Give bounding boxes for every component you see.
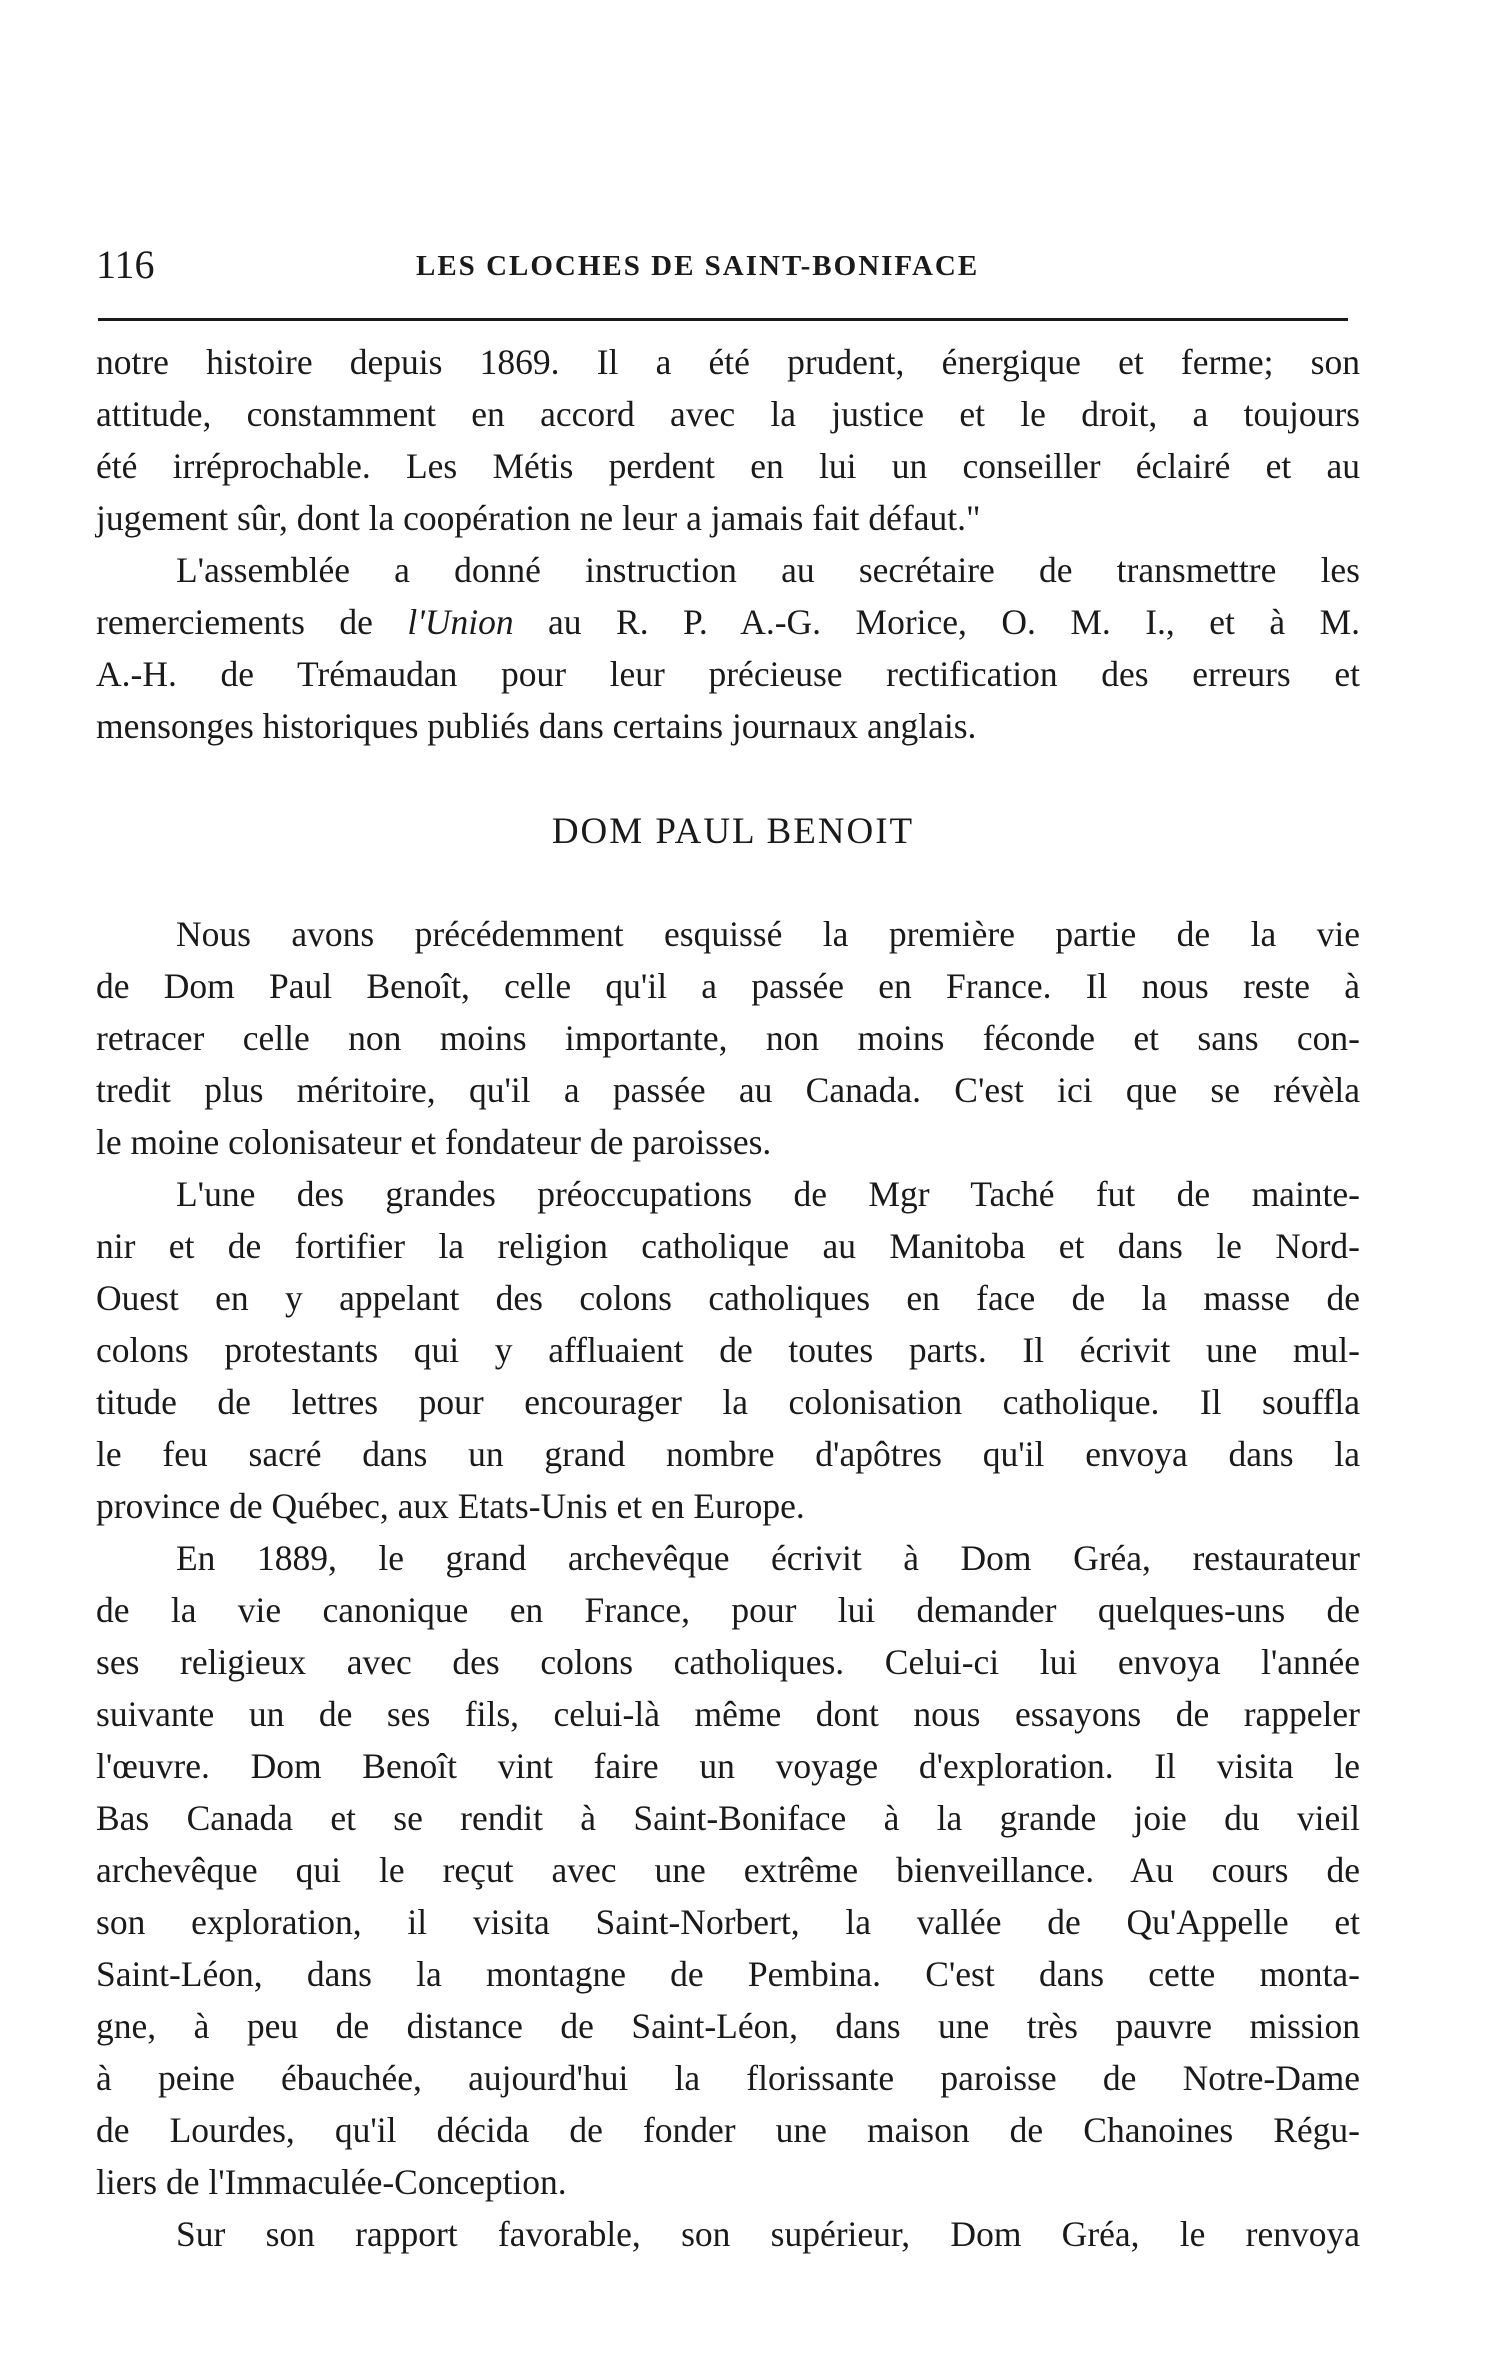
text-line: à peine ébauchée, aujourd'hui la florissante paroisse de Notre-Dame <box>96 2058 1360 2098</box>
section-heading: DOM PAUL BENOIT <box>551 811 915 852</box>
spacer <box>96 862 1360 908</box>
text-line: de la vie canonique en France, pour lui demander quelques-uns de <box>96 1590 1360 1630</box>
text-line: le feu sacré dans un grand nombre d'apôtres qu'il envoya dans la <box>96 1434 1360 1474</box>
page-number: 116 <box>96 242 155 287</box>
text-line: Bas Canada et se rendit à Saint-Boniface à la grande joie du vieil <box>96 1798 1360 1838</box>
text-line: tredit plus méritoire, qu'il a passée au Canada. C'est ici que se révèla <box>96 1070 1360 1110</box>
text-line-with-italic <box>96 596 1360 648</box>
paragraph-continued-quote <box>96 336 1360 544</box>
text-line: L'une des grandes préoccupations de Mgr Taché fut de mainte- <box>176 1174 1360 1214</box>
text-segment: au R. P. A.-G. Morice, O. M. I., et à M. <box>513 602 1361 642</box>
text-line: été irréprochable. Les Métis perdent en lui un conseiller éclairé et au <box>96 446 1360 486</box>
text-line: liers de l'Immaculée-Conception. <box>96 2162 567 2202</box>
text-segment: remerciements de <box>96 602 408 642</box>
text-line: nir et de fortifier la religion catholique au Manitoba et dans le Nord- <box>96 1226 1360 1266</box>
text-line: gne, à peu de distance de Saint-Léon, dans une très pauvre mission <box>96 2006 1360 2046</box>
paragraph-tache <box>96 1168 1360 1532</box>
text-line: L'assemblée a donné instruction au secrétaire de transmettre les <box>176 550 1360 590</box>
paragraph-1889 <box>96 1532 1360 2208</box>
text-line: colons protestants qui y affluaient de toutes parts. Il écrivit une mul- <box>96 1330 1360 1370</box>
text-line: le moine colonisateur et fondateur de paroisses. <box>96 1122 772 1162</box>
running-title: LES CLOCHES DE SAINT-BONIFACE <box>416 250 980 282</box>
text-line: retracer celle non moins importante, non moins féconde et sans con- <box>96 1018 1360 1058</box>
text-line: Saint-Léon, dans la montagne de Pembina. C'est dans cette monta- <box>96 1954 1360 1994</box>
newspaper-title: l'Union <box>407 602 514 642</box>
body-text <box>96 336 1360 2260</box>
paragraph-assembly <box>96 544 1360 752</box>
paragraph-report <box>96 2208 1360 2260</box>
text-line: province de Québec, aux Etats-Unis et en Europe. <box>96 1486 805 1526</box>
text-line: de Dom Paul Benoît, celle qu'il a passée en France. Il nous reste à <box>96 966 1360 1006</box>
text-line: attitude, constamment en accord avec la justice et le droit, a toujours <box>96 394 1360 434</box>
text-line: l'œuvre. Dom Benoît vint faire un voyage d'exploration. Il visita le <box>96 1746 1360 1786</box>
text-line: A.-H. de Trémaudan pour leur précieuse rectification des erreurs et <box>96 654 1360 694</box>
text-line: Ouest en y appelant des colons catholiques en face de la masse de <box>96 1278 1360 1318</box>
running-head <box>96 240 1356 290</box>
spacer <box>96 752 1360 802</box>
text-line: ses religieux avec des colons catholiques. Celui-ci lui envoya l'année <box>96 1642 1360 1682</box>
text-line: son exploration, il visita Saint-Norbert, la vallée de Qu'Appelle et <box>96 1902 1360 1942</box>
text-line: suivante un de ses fils, celui-là même dont nous essayons de rappeler <box>96 1694 1360 1734</box>
header-rule <box>98 318 1348 321</box>
text-line: titude de lettres pour encourager la colonisation catholique. Il souffla <box>96 1382 1360 1422</box>
text-line: notre histoire depuis 1869. Il a été prudent, énergique et ferme; son <box>96 342 1360 382</box>
text-line: Sur son rapport favorable, son supérieur, Dom Gréa, le renvoya <box>176 2214 1360 2254</box>
text-line: En 1889, le grand archevêque écrivit à Dom Gréa, restaurateur <box>176 1538 1360 1578</box>
text-line: archevêque qui le reçut avec une extrême bienveillance. Au cours de <box>96 1850 1360 1890</box>
text-line: Nous avons précédemment esquissé la première partie de la vie <box>176 914 1360 954</box>
text-line: jugement sûr, dont la coopération ne leur a jamais fait défaut." <box>96 498 981 538</box>
text-line: mensonges historiques publiés dans certains journaux anglais. <box>96 706 977 746</box>
text-line: de Lourdes, qu'il décida de fonder une maison de Chanoines Régu- <box>96 2110 1360 2150</box>
paragraph-intro <box>96 908 1360 1168</box>
